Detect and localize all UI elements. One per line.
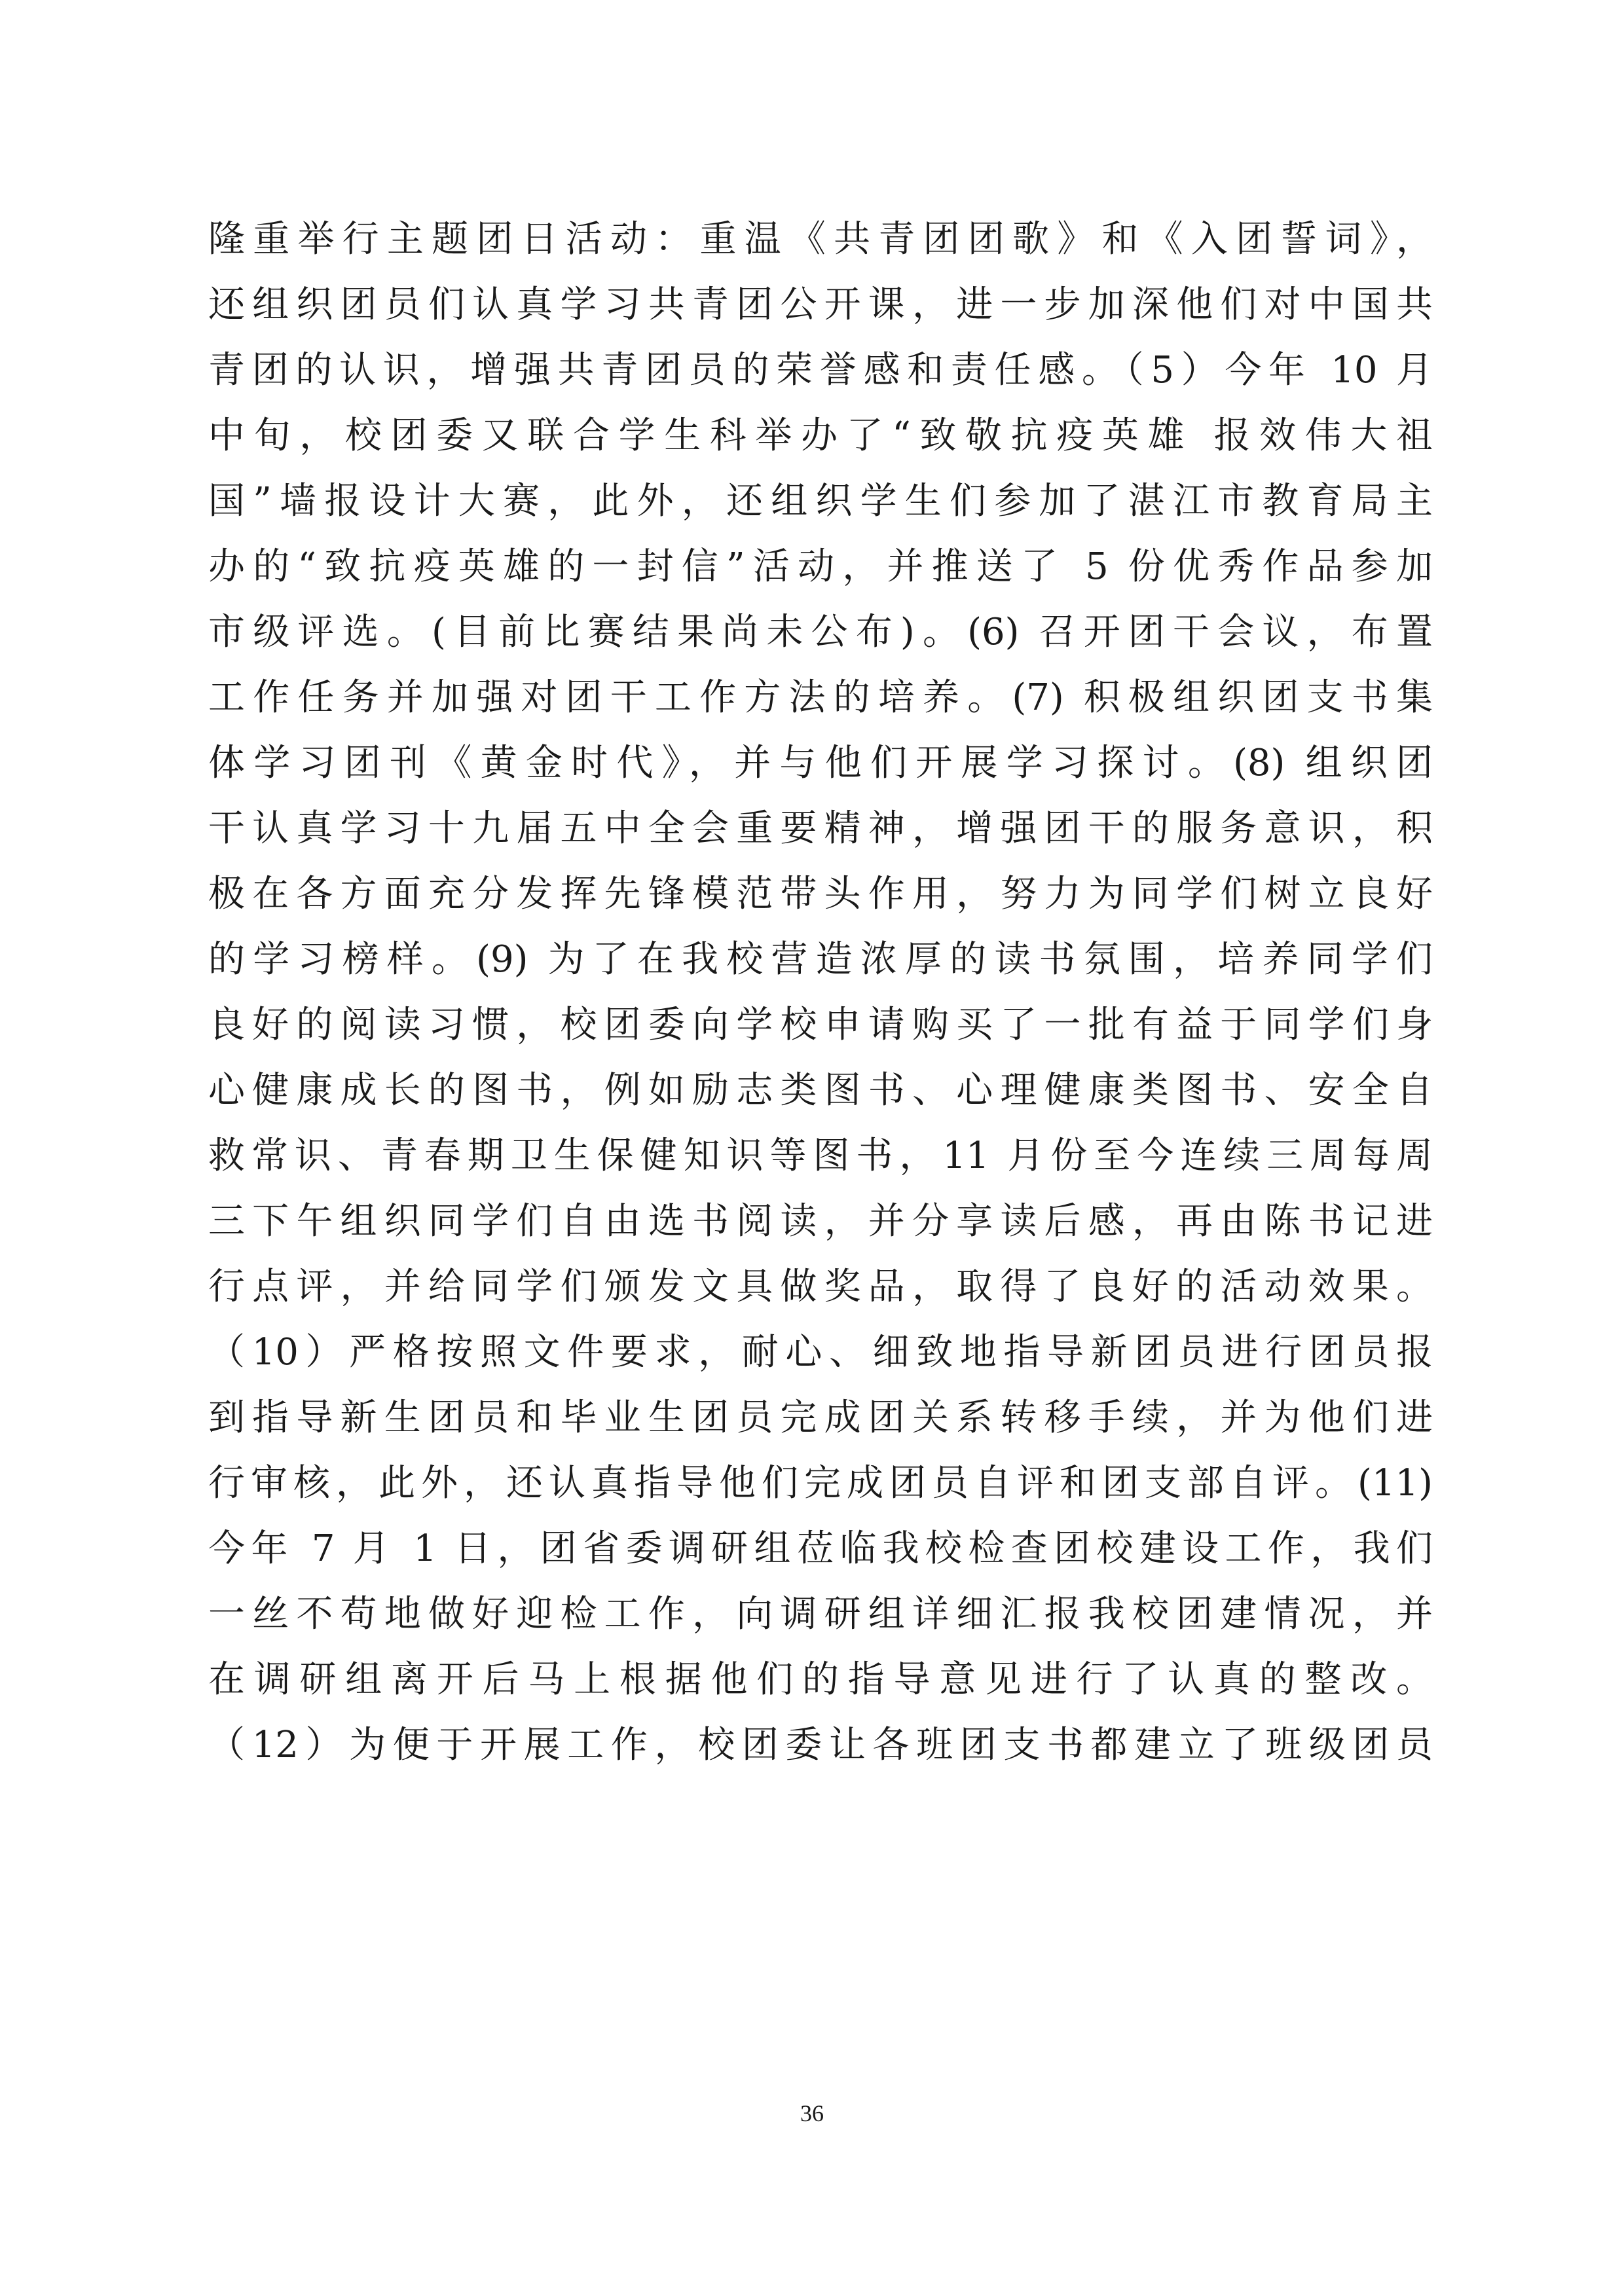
- text-line: 极在各方面充分发挥先锋模范带头作用，努力为同学们树立良好: [208, 873, 1433, 915]
- text-line: 青团的认识，增强共青团员的荣誉感和责任感。（5）今年 10 月: [208, 349, 1433, 392]
- text-line: 今年 7 月 1 日，团省委调研组莅临我校检查团校建设工作，我们: [208, 1527, 1433, 1570]
- text-line: 行点评，并给同学们颁发文具做奖品，取得了良好的活动效果。: [208, 1266, 1433, 1308]
- text-line: 一丝不苟地做好迎检工作，向调研组详细汇报我校团建情况，并: [208, 1593, 1433, 1635]
- text-line: 心健康成长的图书，例如励志类图书、心理健康类图书、安全自: [208, 1069, 1433, 1112]
- body-text: [208, 207, 1433, 1778]
- text-line: 隆重举行主题团日活动：重温《共青团团歌》和《入团誓词》，: [208, 218, 1433, 261]
- text-line: 市级评选。(目前比赛结果尚未公布)。(6) 召开团干会议，布置: [208, 611, 1433, 653]
- text-line: 的学习榜样。(9) 为了在我校营造浓厚的读书氛围，培养同学们: [208, 938, 1433, 981]
- text-line: 行审核，此外，还认真指导他们完成团员自评和团支部自评。(11): [208, 1462, 1433, 1504]
- text-line: （12）为便于开展工作，校团委让各班团支书都建立了班级团员: [208, 1724, 1433, 1766]
- text-line: 在调研组离开后马上根据他们的指导意见进行了认真的整改。: [208, 1658, 1433, 1701]
- text-line: 救常识、青春期卫生保健知识等图书，11 月份至今连续三周每周: [208, 1135, 1433, 1177]
- text-line: 三下午组织同学们自由选书阅读，并分享读后感，再由陈书记进: [208, 1200, 1433, 1243]
- text-line: 国”墙报设计大赛，此外，还组织学生们参加了湛江市教育局主: [208, 480, 1433, 522]
- text-line: 还组织团员们认真学习共青团公开课，进一步加深他们对中国共: [208, 283, 1433, 326]
- page-number: 36: [800, 2100, 824, 2126]
- text-line: 办的“致抗疫英雄的一封信”活动，并推送了 5 份优秀作品参加: [208, 545, 1433, 588]
- text-line: 到指导新生团员和毕业生团员完成团关系转移手续，并为他们进: [208, 1396, 1433, 1439]
- text-line: 体学习团刊《黄金时代》，并与他们开展学习探讨。(8) 组织团: [208, 742, 1433, 784]
- text-line: 中旬，校团委又联合学生科举办了“致敬抗疫英雄 报效伟大祖: [208, 414, 1433, 457]
- text-line: 良好的阅读习惯，校团委向学校申请购买了一批有益于同学们身: [208, 1004, 1433, 1046]
- text-line: 干认真学习十九届五中全会重要精神，增强团干的服务意识，积: [208, 807, 1433, 850]
- text-line: 工作任务并加强对团干工作方法的培养。(7) 积极组织团支书集: [208, 676, 1433, 719]
- text-line: （10）严格按照文件要求，耐心、细致地指导新团员进行团员报: [208, 1331, 1433, 1374]
